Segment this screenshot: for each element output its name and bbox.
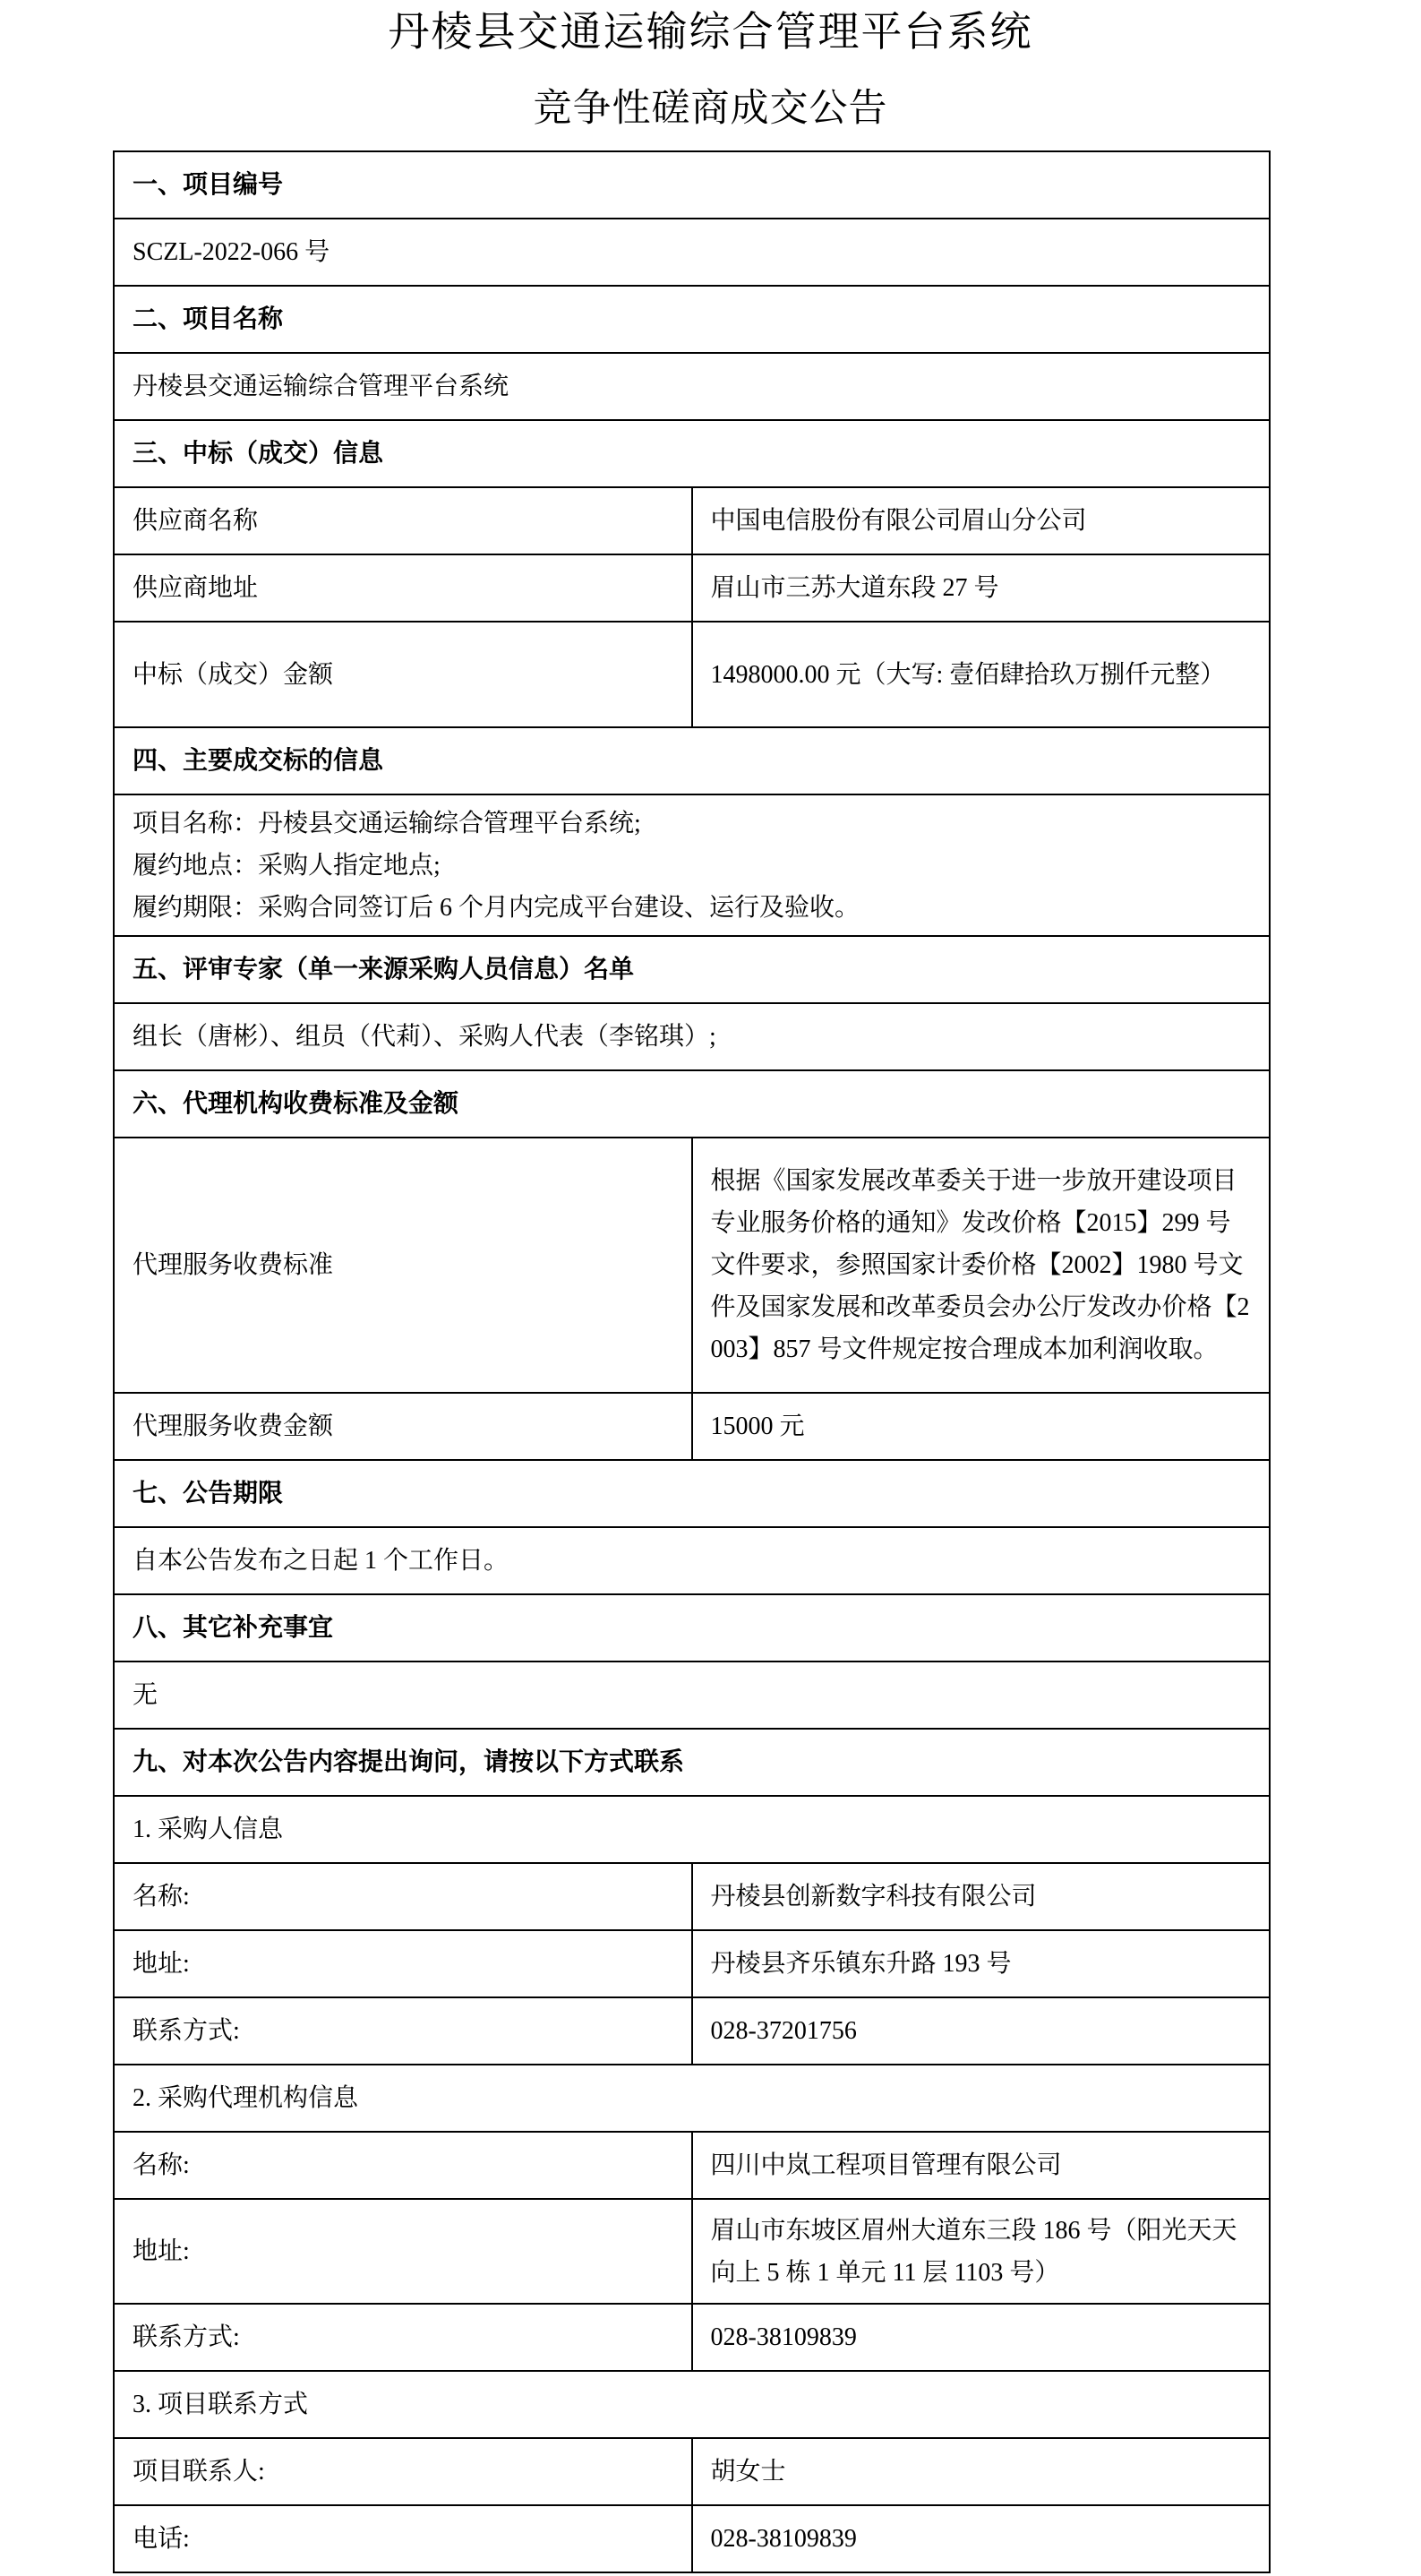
field-row: [114, 2505, 1270, 2572]
section-4-heading: 四、主要成交标的信息: [114, 727, 1270, 794]
section-heading-row: [114, 1729, 1270, 1796]
document-subtitle: 竞争性磋商成交公告: [533, 88, 888, 130]
agency-contact-label: 联系方式:: [114, 2304, 692, 2371]
section-heading-row: [114, 1460, 1270, 1527]
section-content-row: [114, 1662, 1270, 1729]
agency-fee-amount-value: 15000 元: [692, 1393, 1271, 1460]
project-contact-person-label: 项目联系人:: [114, 2438, 692, 2505]
purchaser-info-title: 1. 采购人信息: [114, 1796, 1270, 1863]
agency-fee-amount-label: 代理服务收费金额: [114, 1393, 692, 1460]
subsection-title-row: [114, 2065, 1270, 2132]
section-6-heading: 六、代理机构收费标准及金额: [114, 1070, 1270, 1138]
section-content-row: [114, 1003, 1270, 1070]
section-5-heading: 五、评审专家（单一来源采购人员信息）名单: [114, 936, 1270, 1003]
section-heading-row: [114, 1070, 1270, 1138]
section-9-heading: 九、对本次公告内容提出询问，请按以下方式联系: [114, 1729, 1270, 1796]
agency-info-title: 2. 采购代理机构信息: [114, 2065, 1270, 2132]
field-row: [114, 1138, 1270, 1393]
purchaser-name-value: 丹棱县创新数字科技有限公司: [692, 1863, 1271, 1930]
expert-list: 组长（唐彬）、组员（代莉）、采购人代表（李铭琪）;: [114, 1003, 1270, 1070]
agency-fee-standard-value: 根据《国家发展改革委关于进一步放开建设项目专业服务价格的通知》发改价格【2015】299 号文件要求，参照国家计委价格【2002】1980 号文件及国家发展和改革委员会办公厅发改办价格【2003】857 号文件规定按合理成本加利润收取。: [692, 1138, 1271, 1393]
deal-performance-period: 履约期限：采购合同签订后 6 个月内完成平台建设、运行及验收。: [133, 893, 860, 922]
agency-name-label: 名称:: [114, 2132, 692, 2199]
section-3-heading: 三、中标（成交）信息: [114, 420, 1270, 487]
award-amount-label: 中标（成交）金额: [114, 622, 692, 727]
field-row: [114, 2199, 1270, 2304]
award-amount-value: 1498000.00 元（大写: 壹佰肆拾玖万捌仟元整）: [692, 622, 1271, 727]
project-contact-title: 3. 项目联系方式: [114, 2371, 1270, 2438]
announcement-table: [113, 150, 1271, 2573]
field-row: [114, 1863, 1270, 1930]
purchaser-address-value: 丹棱县齐乐镇东升路 193 号: [692, 1930, 1271, 1997]
deal-subject-info: [114, 794, 1270, 936]
section-content-row: [114, 1527, 1270, 1594]
project-number: SCZL-2022-066 号: [114, 219, 1270, 286]
agency-address-label: 地址:: [114, 2199, 692, 2304]
project-phone-label: 电话:: [114, 2505, 692, 2572]
purchaser-contact-label: 联系方式:: [114, 1997, 692, 2065]
deal-performance-place: 履约地点：采购人指定地点;: [133, 851, 441, 880]
field-row: [114, 2438, 1270, 2505]
section-1-heading: 一、项目编号: [114, 151, 1270, 219]
project-phone-value: 028-38109839: [692, 2505, 1271, 2572]
supplier-address-label: 供应商地址: [114, 554, 692, 622]
agency-fee-standard-label: 代理服务收费标准: [114, 1138, 692, 1393]
purchaser-contact-value: 028-37201756: [692, 1997, 1271, 2065]
section-heading-row: [114, 1594, 1270, 1662]
section-heading-row: [114, 151, 1270, 219]
section-8-heading: 八、其它补充事宜: [114, 1594, 1270, 1662]
field-row: [114, 2304, 1270, 2371]
section-2-heading: 二、项目名称: [114, 286, 1270, 353]
deal-project-name: 项目名称：丹棱县交通运输综合管理平台系统;: [133, 809, 641, 837]
agency-address-value: 眉山市东坡区眉州大道东三段 186 号（阳光天天向上 5 栋 1 单元 11 层 1103 号）: [692, 2199, 1271, 2304]
announcement-period: 自本公告发布之日起 1 个工作日。: [114, 1527, 1270, 1594]
section-heading-row: [114, 727, 1270, 794]
supplier-name-value: 中国电信股份有限公司眉山分公司: [692, 487, 1271, 554]
section-heading-row: [114, 420, 1270, 487]
agency-contact-value: 028-38109839: [692, 2304, 1271, 2371]
supplier-name-label: 供应商名称: [114, 487, 692, 554]
section-content-row: [114, 794, 1270, 936]
agency-name-value: 四川中岚工程项目管理有限公司: [692, 2132, 1271, 2199]
section-heading-row: [114, 286, 1270, 353]
purchaser-address-label: 地址:: [114, 1930, 692, 1997]
section-content-row: [114, 219, 1270, 286]
section-content-row: [114, 353, 1270, 420]
supplier-address-value: 眉山市三苏大道东段 27 号: [692, 554, 1271, 622]
field-row: [114, 622, 1270, 727]
document-title: 丹棱县交通运输综合管理平台系统: [388, 9, 1033, 55]
field-row: [114, 1393, 1270, 1460]
field-row: [114, 2132, 1270, 2199]
field-row: [114, 487, 1270, 554]
subsection-title-row: [114, 2371, 1270, 2438]
subsection-title-row: [114, 1796, 1270, 1863]
field-row: [114, 554, 1270, 622]
project-name: 丹棱县交通运输综合管理平台系统: [114, 353, 1270, 420]
supplementary-matters: 无: [114, 1662, 1270, 1729]
section-7-heading: 七、公告期限: [114, 1460, 1270, 1527]
purchaser-name-label: 名称:: [114, 1863, 692, 1930]
project-contact-person-value: 胡女士: [692, 2438, 1271, 2505]
field-row: [114, 1997, 1270, 2065]
field-row: [114, 1930, 1270, 1997]
section-heading-row: [114, 936, 1270, 1003]
